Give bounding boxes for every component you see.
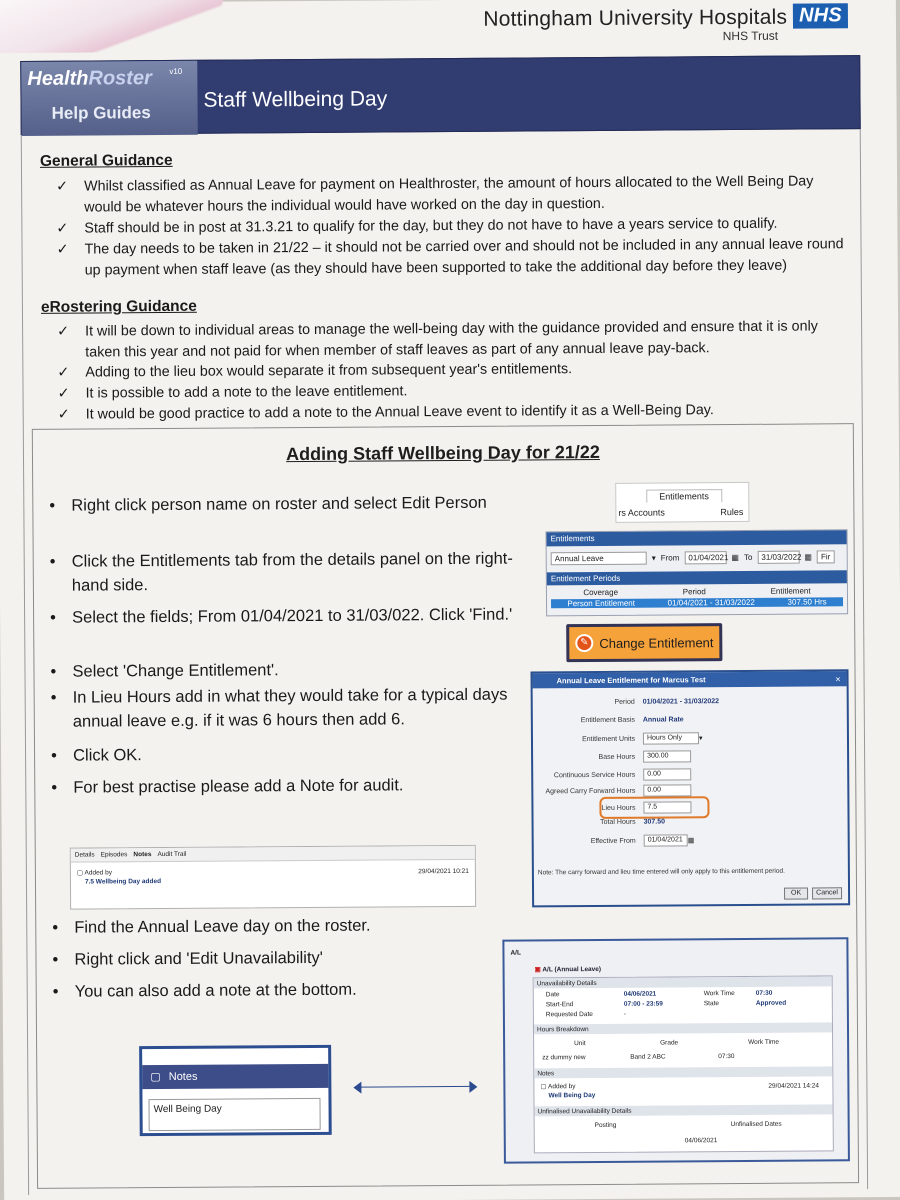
note-icon: ▢ [540,1083,549,1091]
step-item: • You can also add a note at the bottom. [52,980,357,1001]
adding-title: Adding Staff Wellbeing Day for 21/22 [286,441,600,465]
find-button[interactable]: Fir [817,550,834,563]
org-header [483,3,848,45]
ok-button[interactable]: OK [784,888,808,900]
page-title: Staff Wellbeing Day [203,87,388,112]
step-item: • Select 'Change Entitlement'. [50,661,279,681]
chevron-down-icon[interactable]: ▾ [651,553,656,563]
notes-box-screenshot: ▢ Notes Well Being Day [139,1045,332,1136]
calendar-icon[interactable]: ▦ [731,552,739,563]
nhs-logo: NHS [793,3,848,28]
tab-accounts[interactable]: rs Accounts [618,507,665,518]
erostering-item: ✓ Adding to the lieu box would separate it from subsequent year's entitlements. [59,357,851,384]
entitlements-tab-screenshot [615,482,749,523]
lieu-hours-input[interactable]: 7.5 [643,801,691,813]
unavailability-screenshot: A/L ▣ A/L (Annual Leave) Unavailability Details Date 04/06/2021 Start-End 07:00 - 23:59 Requested Date - Work Time 07:30 State Approved Hours Breakdown Unit Grade Work Time zz dummy new Band 2 ABC 07:30 Notes ▢ Added by Well Being Day 29/04/2021 14:24 Unfinalised Unavailability Details Posting Unfinalised Dates 04/06/2021 [502,937,850,1163]
healthroster-logo: HealthRoster v10 Help Guides [21,61,198,136]
cancel-button[interactable]: Cancel [812,887,842,899]
org-title: Nottingham University Hospitals NHS [483,3,848,32]
base-hours-input[interactable]: 300.00 [643,750,691,762]
check-icon: ✓ [56,241,69,258]
double-arrow-icon [353,1080,477,1095]
step-item: • Select the fields; From 01/04/2021 to 31/03/022. Click 'Find.' [50,605,513,627]
leave-type-select[interactable]: Annual Leave [551,552,647,566]
general-item: ✓ Whilst classified as Annual Leave for payment on Healthroster, the amount of hours allocated to the Well Being Day would be whatever hours the individual would have worked on the day in question. [56,173,814,216]
step-item: • Right click person name on roster and select Edit Person [49,493,487,515]
notes-tab-screenshot: Details Episodes Notes Audit Trail ▢ Added by 7.5 Wellbeing Day added 29/04/2021 10:21 [70,845,476,910]
erostering-guidance-heading: eRostering Guidance [40,297,197,316]
calendar-icon[interactable]: ▦ [804,552,813,562]
note-icon: ▢ [76,869,85,877]
step-item: • In Lieu Hours add in what they would take for a typical days annual leave e.g. if it was 6 hours then add 6. [50,685,508,731]
check-icon: ✓ [57,385,70,402]
tab-audit-trail[interactable]: Audit Trail [157,850,187,859]
check-icon: ✓ [57,406,70,423]
tab-details[interactable]: Details [74,851,95,859]
units-select[interactable]: Hours Only [643,732,699,744]
change-entitlement-button[interactable]: ✎ Change Entitlement [566,623,722,662]
check-icon: ✓ [57,364,70,381]
continuous-hours-input[interactable]: 0.00 [643,768,691,780]
general-item: ✓ Staff should be in post at 31.3.21 to qualify for the day, but they do not have to have a years service to qualify. [58,213,850,240]
step-item: • Click the Entitlements tab from the details panel on the right-hand side. [49,549,513,595]
tab-entitlements[interactable]: Entitlements [646,489,722,503]
erostering-item: ✓ It is possible to add a note to the leave entitlement. [59,378,851,405]
check-icon: ✓ [57,323,70,340]
to-date-input[interactable]: 31/03/2022 [757,551,799,564]
step-item: • Click OK. [51,746,142,765]
close-icon[interactable]: × [835,674,841,685]
corner-decoration [0,0,226,53]
check-icon: ✓ [56,220,69,237]
general-item: ✓ The day needs to be taken in 21/22 – it should not be carried over and should not be included in any annual leave round up payment when staff leave (as they should have been supported to take the additional day before they leave) [56,236,844,279]
erostering-item: ✓ It would be good practice to add a note to the Annual Leave event to identify it as a Well-Being Day. [60,399,852,426]
tab-rules[interactable]: Rules [720,506,744,518]
carry-forward-input[interactable]: 0.00 [643,784,691,796]
check-icon: ✓ [56,178,69,195]
effective-from-input[interactable]: 01/04/2021 [644,834,688,846]
notes-textarea[interactable]: Well Being Day [148,1098,320,1131]
lieu-highlight [599,796,709,819]
step-item: • Right click and 'Edit Unavailability' [52,948,323,969]
table-row[interactable]: Person Entitlement 01/04/2021 - 31/03/2022 307.50 Hrs [551,597,843,608]
entitlement-dialog-screenshot: Annual Leave Entitlement for Marcus Test × Period 01/04/2021 - 31/03/2022 Entitlement Basis Annual Rate Entitlement Units Hours Only ▾ Base Hours 300.00 Continuous Service Hours 0.00 Agreed Carry Forward Hours 0.00 Lieu Hours 7.5 Total Hours 307.50 Effective From 01/04/2021 ▦ Note: The carry forward and lieu time entered will only apply to this entitlement period. OK Cancel [531,669,851,907]
leave-icon: ▣ [534,966,543,974]
calendar-icon[interactable]: ▦ [687,837,695,845]
erostering-item: ✓ It will be down to individual areas to manage the well-being day with the guidance provided and ensure that it is only taken this year and not paid for when member of staff leaves as part of any annual leave pay-back. [57,318,818,361]
entitlements-panel-screenshot: Entitlements Annual Leave ▾ From 01/04/2021 ▦ To 31/03/2022 ▦ Fir Entitlement Periods Coverage Period Entitlement Person Entitlement 01/04/2021 - 31/03/2022 307.50 Hrs [546,529,849,616]
notes-header-icon: ▢ [150,1071,161,1084]
step-item: • For best practise please add a Note for audit. [51,776,404,797]
general-guidance-heading: General Guidance [39,151,173,170]
change-icon: ✎ [575,634,593,652]
tab-episodes[interactable]: Episodes [100,851,128,859]
step-item: • Find the Annual Leave day on the roster. [52,916,371,937]
from-date-input[interactable]: 01/04/2021 [684,551,726,564]
chevron-down-icon[interactable]: ▾ [698,735,703,743]
tab-notes[interactable]: Notes [133,851,152,859]
title-banner [20,55,860,135]
org-subtitle: NHS Trust [722,28,779,44]
